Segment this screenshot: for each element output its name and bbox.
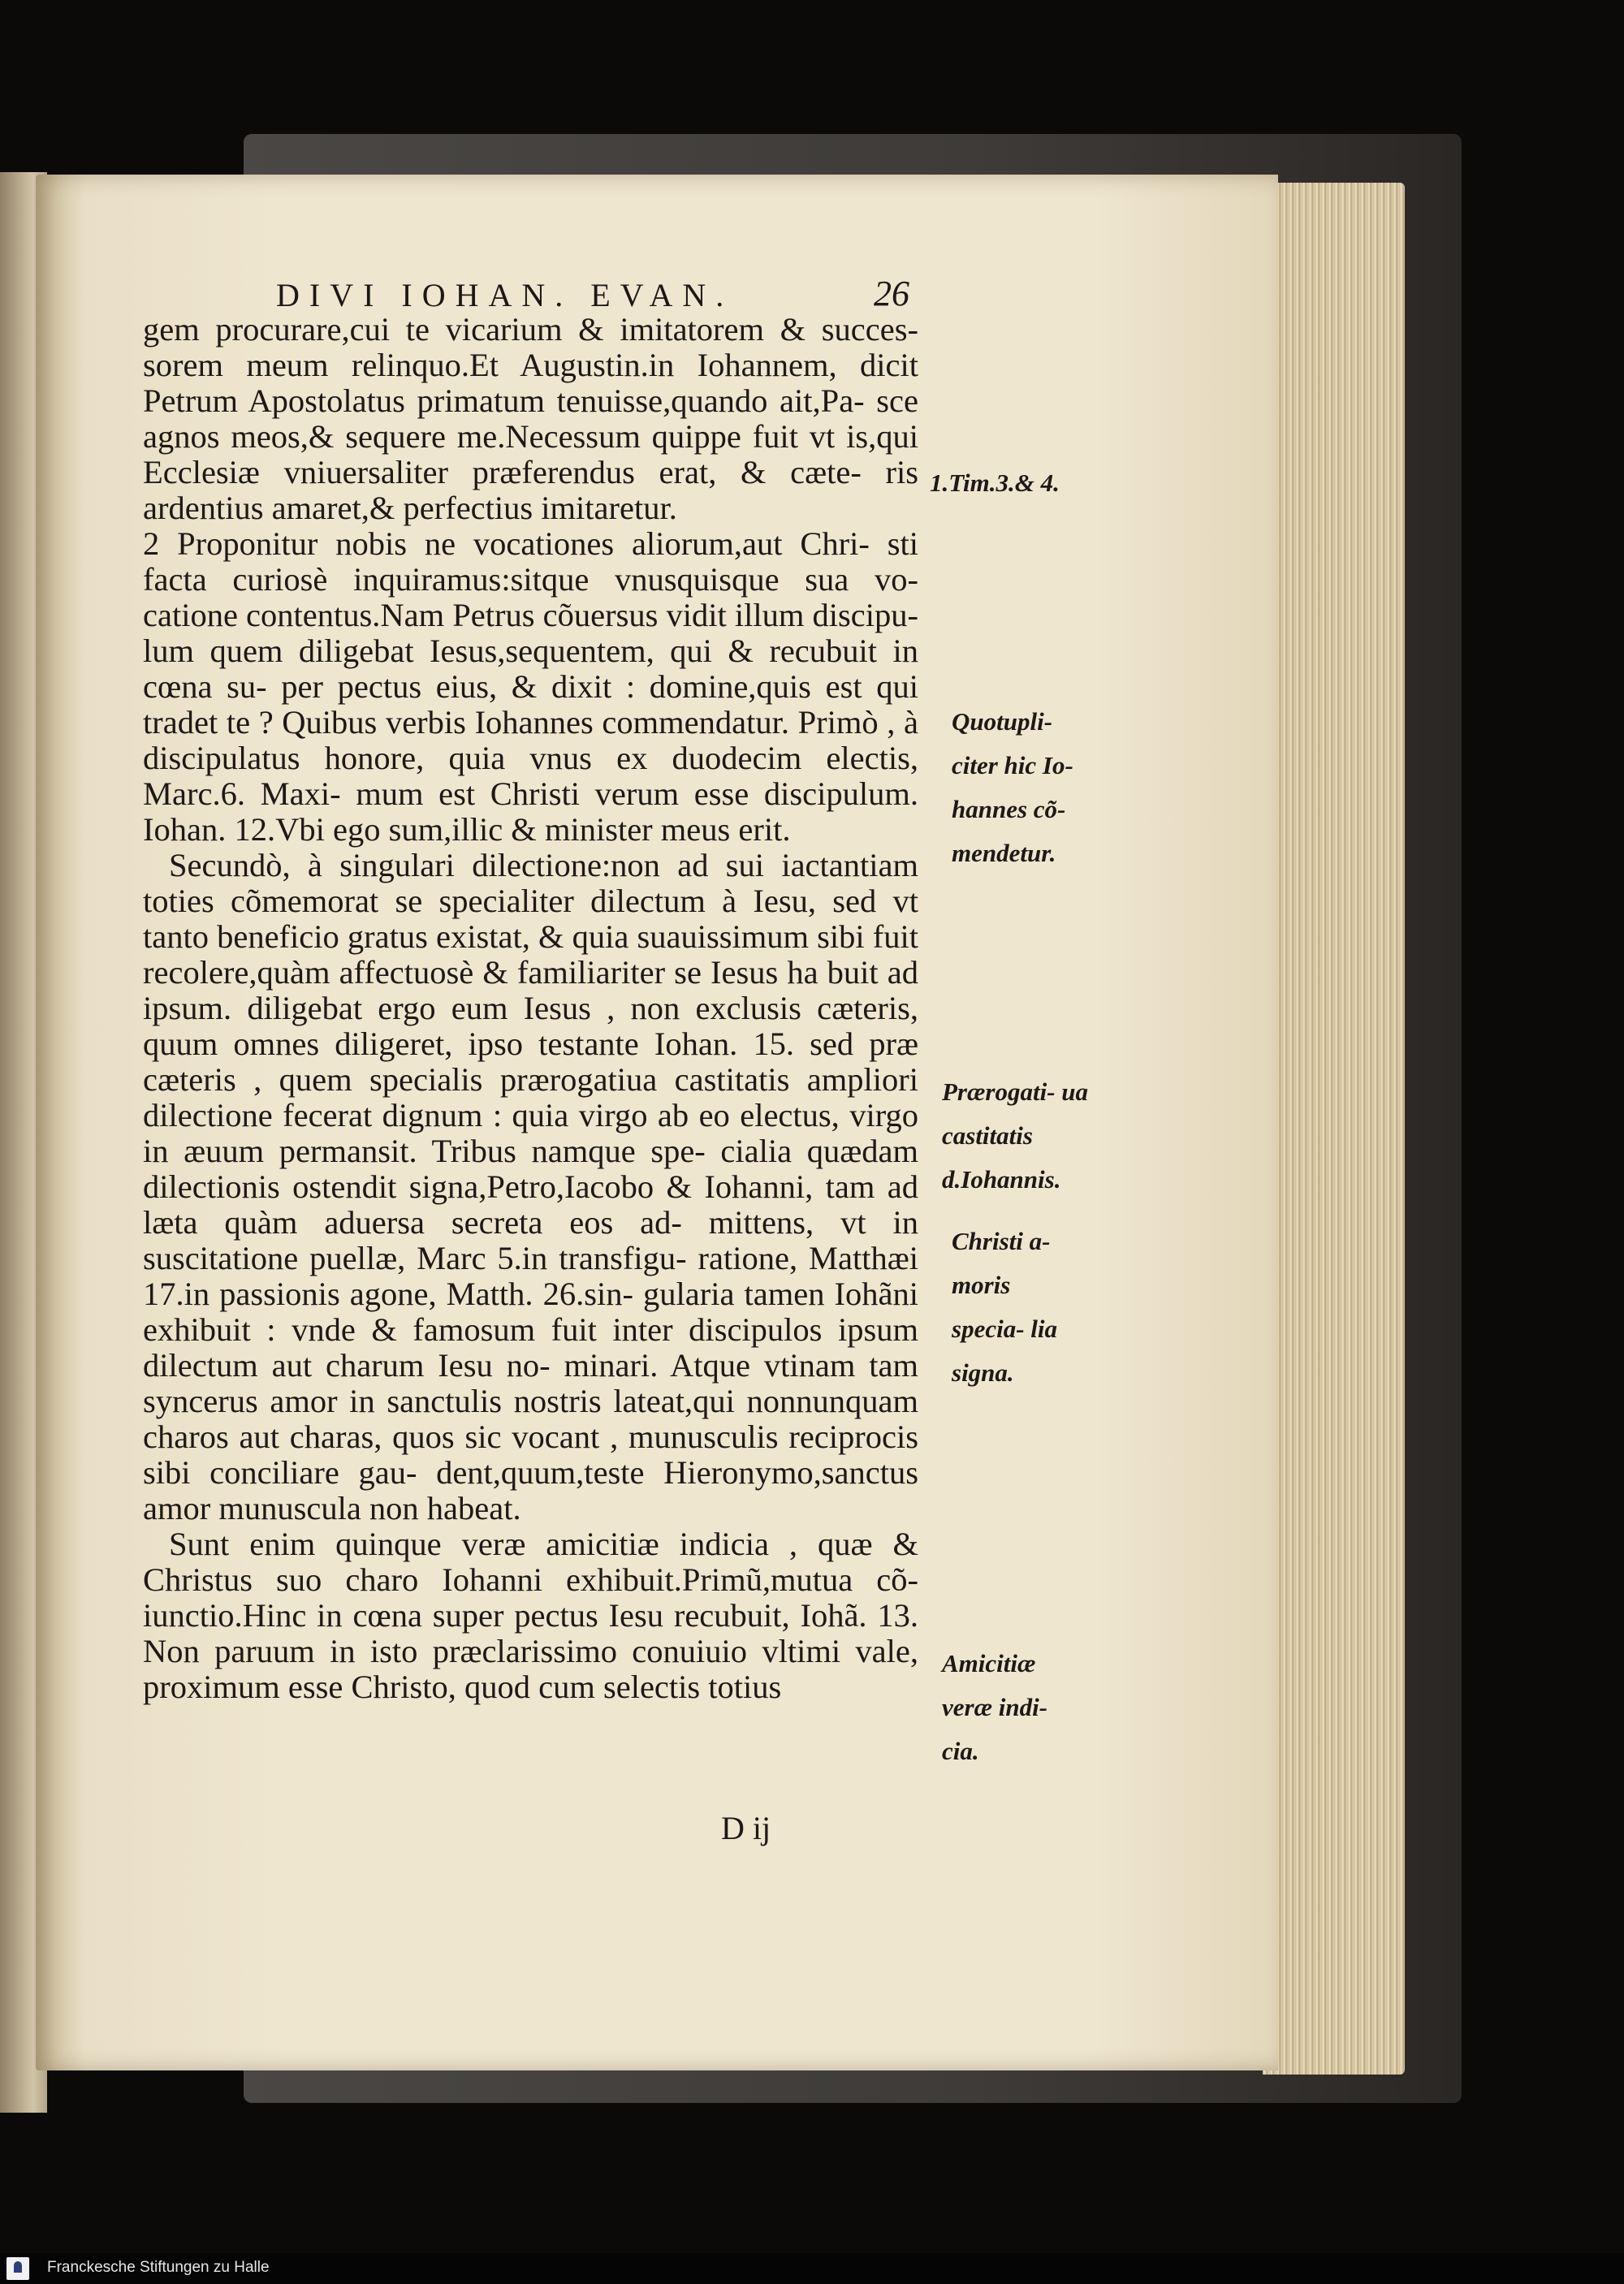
main-text-block bbox=[143, 312, 918, 1705]
folio-number: 26 bbox=[874, 274, 909, 313]
institution-name: Franckesche Stiftungen zu Halle bbox=[47, 2259, 270, 2276]
page-edges bbox=[1263, 183, 1405, 2075]
paragraph-3: Secundò, à singulari dilectione:non ad sui iactantiam toties cõmemorat se specialiter dilectum à Iesu, sed vt tanto beneficio gratus existat, & quia suauissimum sibi fuit recolere,quàm affectuosè & familiariter se Iesus ha buit ad ipsum. diligebat ergo eum Iesus , non exclusis cæteris, quum omnes diligeret, ipso testante Iohan. 15. sed præ cæteris , quem specialis prærogatiua castitatis ampliori dilectione fecerat dignum : quia virgo ab eo electus, virgo in æuum permansit. Tribus namque spe- cialia quædam dilectionis ostendit signa,Petro,Iacobo & Iohanni, tam ad læta quàm aduersa secreta eos ad- mittens, vt in suscitatione puellæ, Marc 5.in transfigu- ratione, Matthæi 17.in passionis agone, Matth. 26.sin- gularia tamen Iohãni exhibuit : vnde & famosum fuit inter discipulos ipsum dilectum aut charum Iesu no- minari. Atque vtinam tam syncerus amor in sanctulis nostris lateat,qui nonnunquam charos aut charas, quos sic vocant , munusculis reciprocis sibi conciliare gau- dent,quum,teste Hieronymo,sanctus amor munuscula non habeat. bbox=[143, 847, 918, 1526]
marginal-note-friendship: Amicitiæ veræ indi- cia. bbox=[942, 1649, 1048, 1765]
running-head: DIVI IOHAN. EVAN. bbox=[276, 277, 734, 313]
paragraph-2: 2 Proponitur nobis ne vocationes aliorum,aut Chri- sti facta curiosè inquiramus:sitque vnusquisque sua vo- catione contentus.Nam Petrus cõuersus vidit illum discipu- lum quem diligebat Iesus,sequentem, qui & recubuit in cœna su- per pectus eius, & dixit : domine,quis est qui tradet te ? Quibus verbis Iohannes commendatur. Primò , à discipulatus honore, quia vnus ex duodecim electis, Marc.6. Maxi- mum est Christi verum esse discipulum. Iohan. 12.Vbi ego sum,illic & minister meus erit. bbox=[143, 525, 918, 848]
marginal-note-commendation: Quotupli- citer hic Io- hannes cõ- mendetur. bbox=[952, 707, 1073, 867]
paragraph-4: Sunt enim quinque veræ amicitiæ indicia , quæ & Christus suo charo Iohanni exhibuit.Primũ,mutua cõ- iunctio.Hinc in cœna super pectus Iesu recubuit, Iohã. 13. Non paruum in isto præclarissimo conuiuio vltimi vale, proximum esse Christo, quod cum selectis totius bbox=[143, 1526, 918, 1705]
marginal-note-signs: Christi a- moris specia- lia signa. bbox=[952, 1227, 1057, 1387]
marginal-note-timothy: 1.Tim.3.& 4. bbox=[930, 468, 1060, 497]
paragraph-1: gem procurare,cui te vicarium & imitatorem & succes- sorem meum relinquo.Et Augustin.in Iohannem, dicit Petrum Apostolatus primatum tenuisse,quando ait,Pa- sce agnos meos,& sequere me.Necessum quippe fuit vt is,qui Ecclesiæ vniuersaliter præferendus erat, & cæte- ris ardentius amaret,& perfectius imitaretur. bbox=[143, 311, 918, 526]
marginal-note-chastity: Prærogati- ua castitatis d.Iohannis. bbox=[942, 1077, 1088, 1194]
institution-logo-icon bbox=[6, 2257, 29, 2280]
footer-bar bbox=[0, 2253, 1624, 2284]
signature-mark: D ij bbox=[721, 1810, 771, 1846]
